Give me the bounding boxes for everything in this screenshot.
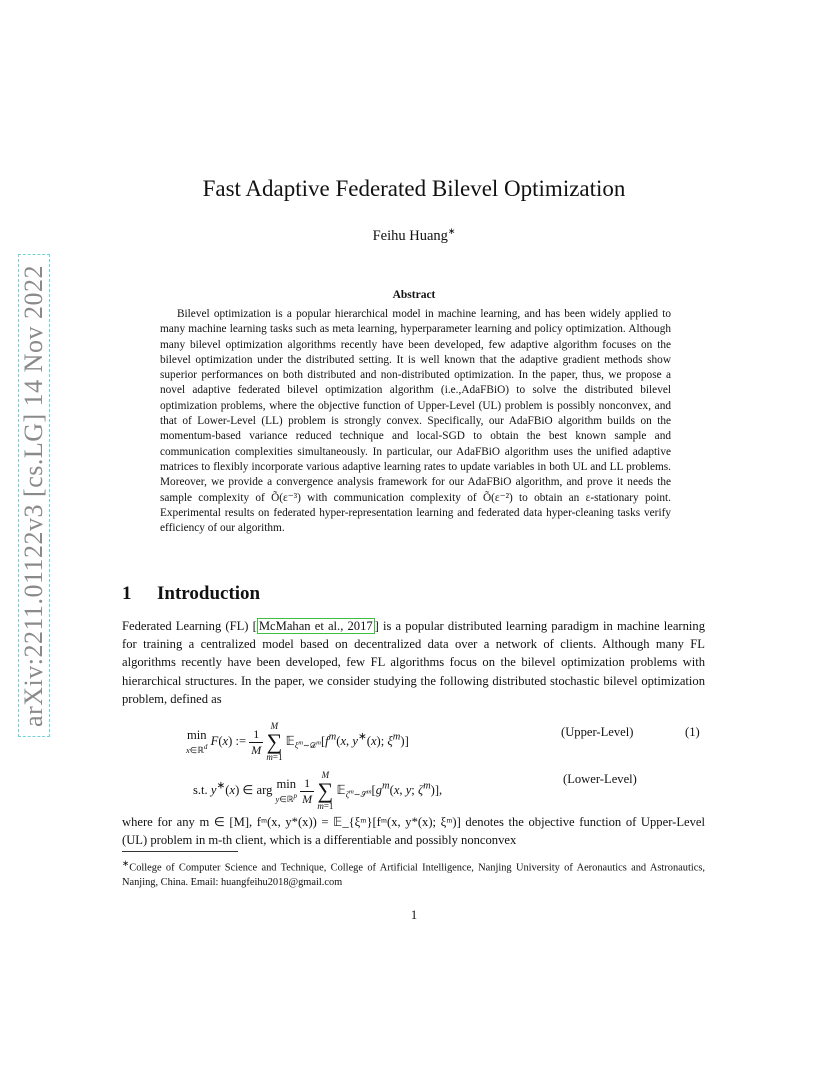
equation-lower-level: s.t. y∗(x) ∈ arg min y∈ℝ$^p$ $\frac{1}{M}$ M ∑ m=1 $𝔼_{\zeta^m\sim 𝒮^m}[g^m(x$, y; $\zeta^m$)], bbox=[193, 770, 443, 811]
post-equation-paragraph: where for any m ∈ [M], fᵐ(x, y*(x)) = 𝔼_{ξᵐ}[fᵐ(x, y*(x); ξᵐ)] denotes the objective function of Upper-Level (UL) problem in m-th client, which is a differentiable and possibly nonconvex bbox=[122, 815, 705, 848]
upper-level-tag: (Upper-Level) bbox=[561, 725, 634, 739]
lower-level-tag: (Lower-Level) bbox=[563, 772, 637, 786]
footnote-divider bbox=[122, 851, 238, 852]
equation-upper-level: min x∈ℝ$^d$ F(x) := $\frac{1}{M}$ M ∑ m=1 $𝔼_{\xi^m\sim 𝒟^m}[f^m(x$, y∗(x); $\xi^m$)] bbox=[186, 721, 409, 762]
section-heading bbox=[122, 583, 260, 605]
abstract-text: Bilevel optimization is a popular hierarchical model in machine learning, and has been widely applied to many machine learning tasks such as meta learning, hyperparameter learning and policy optimization. Although many bilevel optimization algorithms recently have been developed, few adaptive algorithm focuses on the bilevel optimization under the distributed setting. It is well known that the adaptive gradient methods show superior performances on both distributed and non-distributed optimization. In the paper, thus, we propose a novel adaptive federated bilevel optimization algorithm (i.e.,AdaFBiO) to solve the distributed bilevel optimization problems, where the objective function of Upper-Level (UL) problem is possibly nonconvex, and that of Lower-Level (LL) problem is strongly convex. Specifically, our AdaFBiO algorithm builds on the momentum-based variance reduced technique and local-SGD to obtain the best known sample and communication complexities simultaneously. In particular, our AdaFBiO algorithm uses the unified adaptive matrices to flexibly incorporate various adaptive learning rates to update variables in both UL and LL problems. Moreover, we provide a convergence analysis framework for our AdaFBiO algorithm, and prove it needs the sample complexity of Õ(ε⁻³) with communication complexity of Õ(ε⁻²) to obtain an ε-stationary point. Experimental results on federated hyper-representation learning and federated data hyper-cleaning tasks verify efficiency of our algorithm. bbox=[160, 308, 671, 535]
intro-text-rest: is a popular distributed learning paradigm in machine learning for training a centralized model based on decentralized data over a network of clients. Although many FL algorithms recently have been developed, few FL algorithms focus on the bilevel optimization problems with hierarchical structures. In the paper, we consider studying the following distributed stochastic bilevel optimization problem, defined as bbox=[122, 619, 705, 706]
footnote-text: College of Computer Science and Technique, College of Artificial Intelligence, Nanjing University of Aeronautics and Astronautics, Nanjing, China. Email: huangfeihu2018@gmail.com bbox=[122, 862, 705, 888]
page-number: 1 bbox=[410, 908, 418, 922]
author-footnote-mark: ∗ bbox=[447, 226, 456, 236]
arxiv-identifier-text: arXiv:2211.01122v3 [cs.LG] 14 Nov 2022 bbox=[19, 264, 48, 727]
paper-title: Fast Adaptive Federated Bilevel Optimization bbox=[202, 176, 626, 201]
intro-paragraph: Federated Learning (FL) [ McMahan et al., 2017 ] is a popular distributed learning paradigm in machine learning for training a centralized model based on decentralized data over a network of clients. Although many FL algorithms recently have been developed, few FL algorithms focus on the bilevel optimization problems with hierarchical structures. In the paper, we consider studying the following distributed stochastic bilevel optimization problem, defined as bbox=[122, 619, 705, 706]
section-number: 1 bbox=[122, 583, 132, 604]
author-line bbox=[0, 226, 828, 245]
intro-text-start: Federated Learning (FL) bbox=[122, 619, 253, 633]
citation-link[interactable]: McMahan et al., 2017 bbox=[258, 619, 373, 633]
footnote-mark: ∗ bbox=[122, 858, 130, 868]
section-title: Introduction bbox=[157, 583, 261, 604]
abstract-heading: Abstract bbox=[392, 289, 436, 301]
equation-number: (1) bbox=[685, 725, 700, 739]
author-name: Feihu Huang bbox=[372, 227, 448, 244]
arxiv-identifier-stamp bbox=[18, 254, 50, 737]
author-affiliation-footnote bbox=[122, 856, 705, 890]
